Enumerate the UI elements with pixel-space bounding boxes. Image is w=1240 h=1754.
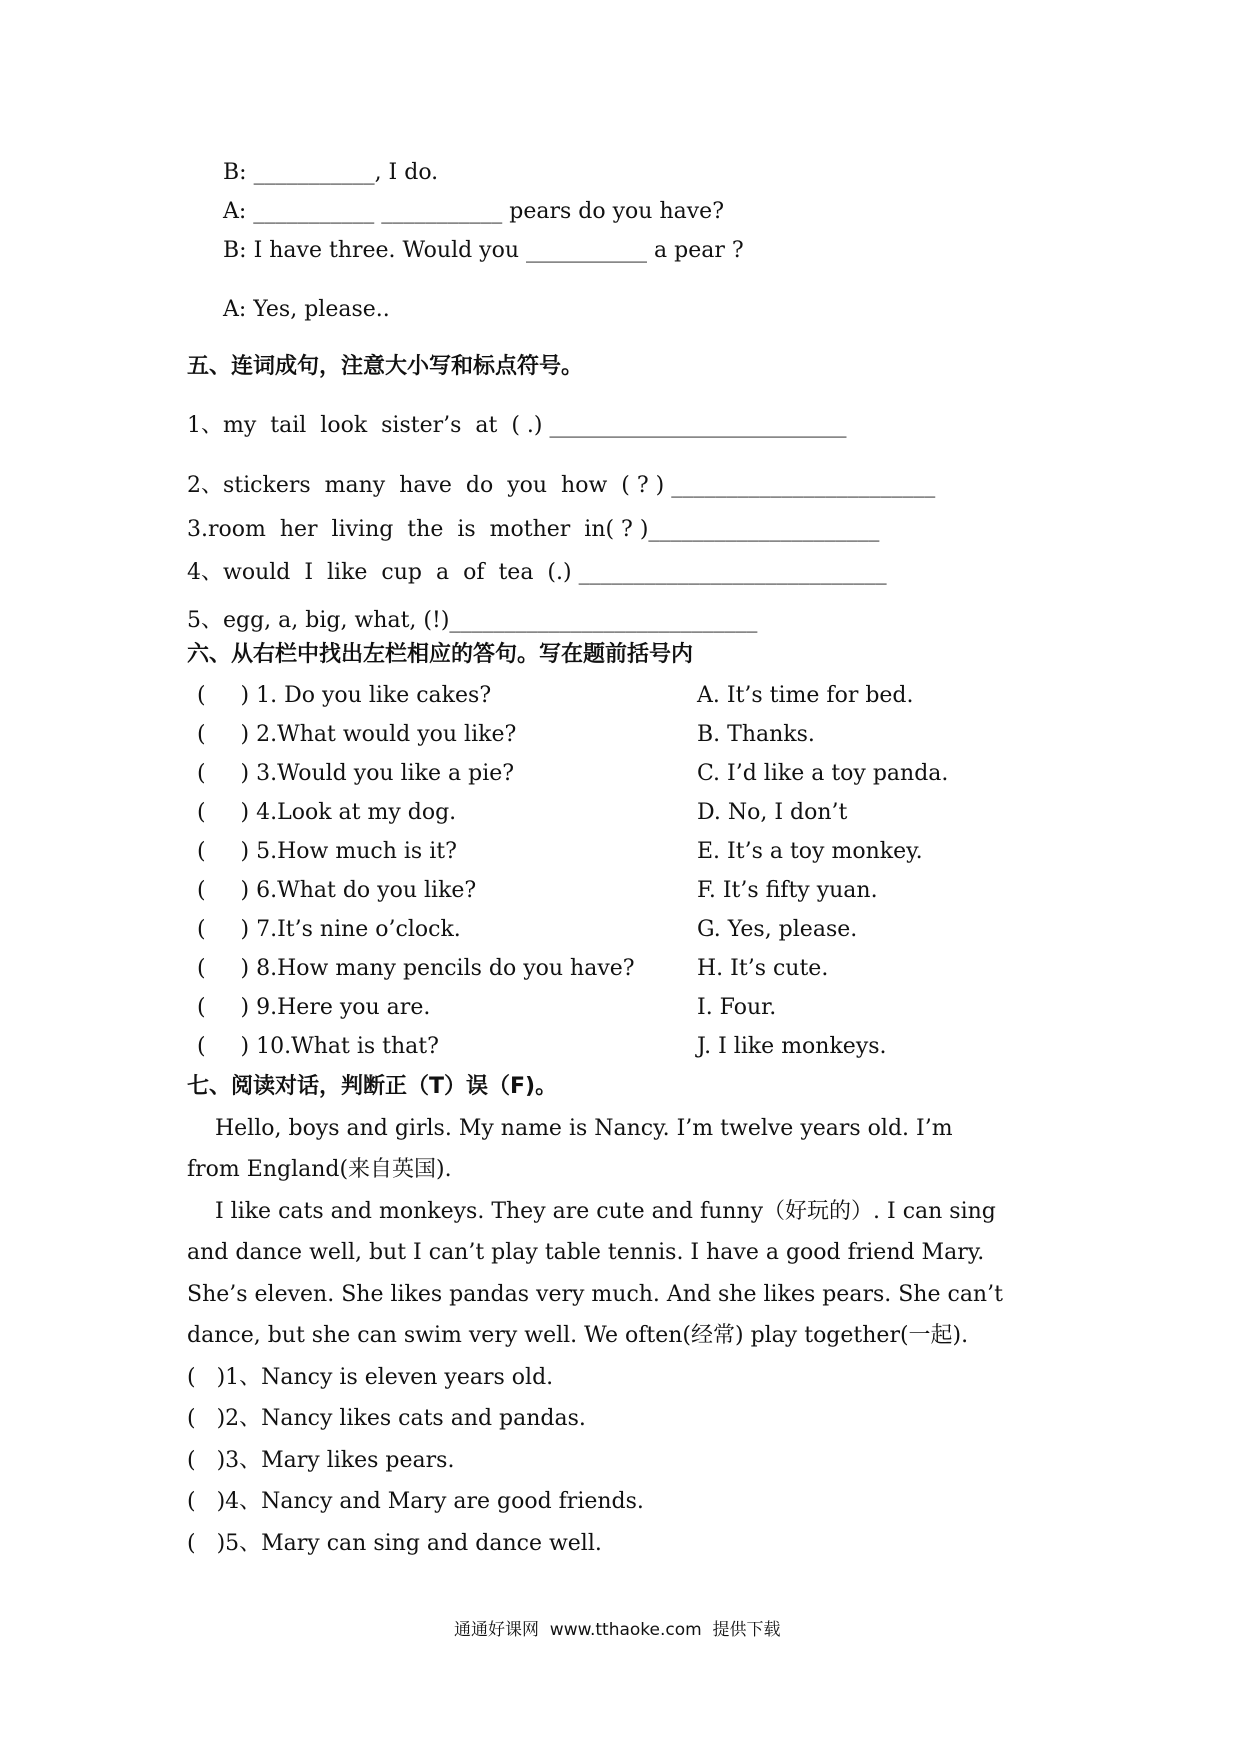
statement-item: ( )4、Nancy and Mary are good friends. (187, 1489, 644, 1514)
answer-option: E. It’s a toy monkey. (697, 839, 923, 864)
section-5-heading: 五、连词成句，注意大小写和标点符号。 (187, 354, 584, 379)
answer-option: H. It’s cute. (697, 956, 829, 981)
answer-option: A. It’s time for bed. (697, 683, 914, 708)
section-6-heading: 六、从右栏中找出左栏相应的答句。写在题前括号内 (187, 642, 694, 667)
passage-line: Hello, boys and girls. My name is Nancy. I’m twelve years old. I’m (187, 1116, 953, 1141)
sentence-item: 1、my tail look sister’s at ( .) ___________________________ (187, 413, 847, 438)
question-item: ( ) 8.How many pencils do you have? (197, 956, 635, 981)
answer-option: B. Thanks. (697, 722, 815, 747)
question-item: ( ) 1. Do you like cakes? (197, 683, 492, 708)
question-item: ( ) 2.What would you like? (197, 722, 517, 747)
statement-item: ( )5、Mary can sing and dance well. (187, 1531, 602, 1556)
question-item: ( ) 5.How much is it? (197, 839, 457, 864)
question-item: ( ) 7.It’s nine o’clock. (197, 917, 461, 942)
question-item: ( ) 3.Would you like a pie? (197, 761, 515, 786)
dialogue-line: A: Yes, please.. (223, 297, 390, 322)
answer-option: D. No, I don’t (697, 800, 848, 825)
passage-line: from England(来自英国). (187, 1157, 452, 1182)
statement-item: ( )2、Nancy likes cats and pandas. (187, 1406, 586, 1431)
question-item: ( ) 9.Here you are. (197, 995, 431, 1020)
answer-option: J. I like monkeys. (697, 1034, 887, 1059)
passage-line: I like cats and monkeys. They are cute and funny（好玩的）. I can sing (187, 1199, 996, 1224)
statement-item: ( )3、Mary likes pears. (187, 1448, 455, 1473)
answer-option: I. Four. (697, 995, 777, 1020)
dialogue-line: A: ___________ ___________ pears do you have? (223, 199, 724, 224)
question-item: ( ) 4.Look at my dog. (197, 800, 457, 825)
dialogue-line: B: I have three. Would you ___________ a pear ? (223, 238, 744, 263)
dialogue-line: B: ___________, I do. (223, 160, 439, 185)
statement-item: ( )1、Nancy is eleven years old. (187, 1365, 554, 1390)
footer-credit: 通通好课网 www.tthaoke.com 提供下载 (454, 1620, 781, 1640)
question-item: ( ) 10.What is that? (197, 1034, 439, 1059)
sentence-item: 5、egg, a, big, what, (!)____________________________ (187, 608, 758, 633)
question-item: ( ) 6.What do you like? (197, 878, 477, 903)
answer-option: C. I’d like a toy panda. (697, 761, 949, 786)
passage-line: She’s eleven. She likes pandas very much. And she likes pears. She can’t (187, 1282, 1003, 1307)
sentence-item: 4、would I like cup a of tea (.) ____________________________ (187, 560, 887, 585)
answer-option: F. It’s fifty yuan. (697, 878, 878, 903)
passage-line: dance, but she can swim very well. We often(经常) play together(一起). (187, 1323, 969, 1348)
passage-line: and dance well, but I can’t play table tennis. I have a good friend Mary. (187, 1240, 985, 1265)
sentence-item: 3.room her living the is mother in( ? )_____________________ (187, 517, 880, 542)
section-7-heading: 七、阅读对话，判断正（T）误（F)。 (187, 1074, 558, 1099)
sentence-item: 2、stickers many have do you how ( ? ) ________________________ (187, 473, 936, 498)
answer-option: G. Yes, please. (697, 917, 858, 942)
